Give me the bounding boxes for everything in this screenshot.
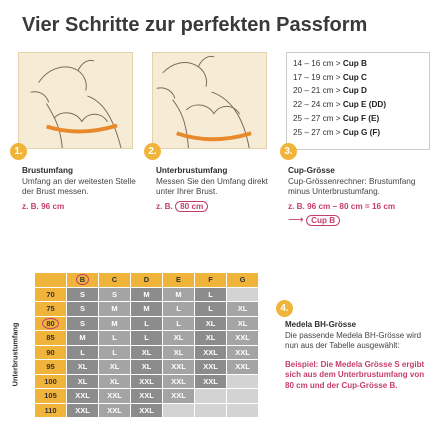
cup-header: G: [227, 273, 259, 288]
band-label: 95: [35, 360, 67, 375]
step-4-badge: 4.: [276, 300, 293, 317]
step-4: [285, 320, 435, 391]
size-cell: XL: [131, 345, 163, 360]
size-cell: [227, 287, 259, 302]
size-cell: [195, 389, 227, 404]
table-header-row: [35, 273, 259, 288]
size-cell: L: [163, 316, 195, 331]
illustration-chest-measure: [18, 52, 133, 149]
size-cell: XL: [227, 302, 259, 317]
step-3-example: z. B. 96 cm – 80 cm = 16 cm: [288, 201, 396, 211]
page-title: Vier Schritte zur perfekten Passform: [22, 14, 368, 36]
size-cell: XL: [67, 360, 99, 375]
size-cell: M: [131, 287, 163, 302]
size-cell: M: [163, 287, 195, 302]
step-1-heading: Brustumfang: [22, 166, 73, 175]
step-3-badge: 3.: [280, 143, 297, 160]
size-cell: XXL: [67, 403, 99, 418]
size-cell: S: [67, 302, 99, 317]
size-cell: S: [99, 287, 131, 302]
size-cell: XXL: [67, 389, 99, 404]
size-cell: [227, 403, 259, 418]
size-cell: XL: [99, 374, 131, 389]
band-label: 85: [35, 331, 67, 346]
size-cell: XL: [131, 360, 163, 375]
step-3-heading: Cup-Grösse: [288, 166, 335, 175]
size-cell: XL: [227, 316, 259, 331]
size-cell: L: [195, 287, 227, 302]
cup-header: D: [131, 273, 163, 288]
size-cell: XXL: [227, 345, 259, 360]
size-cell: M: [99, 316, 131, 331]
band-label: 70: [35, 287, 67, 302]
size-table: [34, 272, 259, 418]
step-2-example: [156, 202, 278, 213]
step-3-text: Cup-Grössenrechner: Brustumfang minus Unterbrustumfang.: [288, 176, 416, 196]
size-cell: XL: [163, 345, 195, 360]
size-cell: XXL: [131, 403, 163, 418]
band-label: 110: [35, 403, 67, 418]
step-3-result-row: [288, 215, 436, 227]
size-cell: L: [131, 331, 163, 346]
step-1-badge: 1.: [10, 143, 27, 160]
size-cell: XXL: [99, 403, 131, 418]
size-cell: XL: [195, 331, 227, 346]
step-1: [22, 166, 137, 212]
table-corner: [35, 273, 67, 288]
step-4-text: Die passende Medela BH-Grösse wird nun aus der Tabelle ausgewählt:: [285, 330, 422, 350]
size-cell: XXL: [163, 360, 195, 375]
size-cell: L: [99, 345, 131, 360]
step-2-example-prefix: z. B.: [156, 201, 173, 211]
size-cell: L: [99, 331, 131, 346]
step-2-example-value: 80 cm: [175, 201, 208, 212]
size-cell: XL: [67, 374, 99, 389]
step-3: [288, 166, 436, 227]
cup-row: 25 – 27 cm > Cup G (F): [293, 127, 381, 137]
cup-row: 22 – 24 cm > Cup E (DD): [293, 100, 387, 110]
size-cell: [227, 374, 259, 389]
size-cell: M: [99, 302, 131, 317]
band-label: 80: [35, 316, 67, 331]
band-label: 100: [35, 374, 67, 389]
size-cell: [227, 389, 259, 404]
step-2-heading: Unterbrustumfang: [156, 166, 228, 175]
table-row: [35, 316, 259, 331]
table-row: [35, 302, 259, 317]
size-cell: L: [131, 316, 163, 331]
table-row: [35, 374, 259, 389]
arrow-right-icon: ⟶: [288, 214, 304, 226]
step-4-heading: Medela BH-Grösse: [285, 320, 357, 329]
band-label: 75: [35, 302, 67, 317]
step-3-result: Cup B: [306, 215, 340, 226]
cup-size-list: [286, 52, 430, 150]
cup-row: 20 – 21 cm > Cup D: [293, 86, 367, 96]
size-cell: [195, 403, 227, 418]
step-1-text: Umfang an der weitesten Stelle der Brust messen.: [22, 176, 136, 196]
step-1-example: z. B. 96 cm: [22, 201, 65, 211]
size-cell: XL: [195, 316, 227, 331]
size-cell: XXL: [99, 389, 131, 404]
step-4-example: Beispiel: Die Medela Grösse S ergibt sich aus dem Unterbrustumfang von 80 cm und der Cup-Grösse B.: [285, 359, 425, 390]
step-2: [156, 166, 278, 212]
band-label: 90: [35, 345, 67, 360]
band-label: 105: [35, 389, 67, 404]
cup-row: 14 – 16 cm > Cup B: [293, 59, 367, 68]
underbust-axis-label: Unterbrustumfang: [10, 322, 20, 387]
cup-header: C: [99, 273, 131, 288]
size-cell: M: [67, 331, 99, 346]
size-cell: L: [67, 345, 99, 360]
size-cell: XXL: [195, 374, 227, 389]
table-row: [35, 287, 259, 302]
table-row: [35, 331, 259, 346]
step-2-badge: 2.: [144, 143, 161, 160]
cup-header: E: [163, 273, 195, 288]
size-cell: XXL: [163, 374, 195, 389]
cup-row: 17 – 19 cm > Cup C: [293, 72, 367, 82]
size-cell: XXL: [131, 389, 163, 404]
size-cell: XXL: [163, 389, 195, 404]
size-cell: [163, 403, 195, 418]
size-cell: XL: [99, 360, 131, 375]
size-cell: S: [67, 287, 99, 302]
size-cell: XXL: [195, 360, 227, 375]
step-2-text: Messen Sie den Umfang direkt unter Ihrer Brust.: [156, 176, 268, 196]
size-cell: XXL: [195, 345, 227, 360]
size-cell: S: [67, 316, 99, 331]
size-cell: XXL: [131, 374, 163, 389]
size-cell: XXL: [227, 360, 259, 375]
illustration-underbust-measure: [152, 52, 267, 149]
table-row: [35, 345, 259, 360]
cup-header: F: [195, 273, 227, 288]
table-row: [35, 403, 259, 418]
size-cell: L: [195, 302, 227, 317]
cup-header: B: [67, 273, 99, 288]
size-cell: L: [163, 302, 195, 317]
cup-row: 25 – 27 cm > Cup F (E): [293, 113, 380, 123]
size-cell: M: [131, 302, 163, 317]
size-cell: XXL: [227, 331, 259, 346]
size-cell: XL: [163, 331, 195, 346]
table-row: [35, 360, 259, 375]
table-row: [35, 389, 259, 404]
